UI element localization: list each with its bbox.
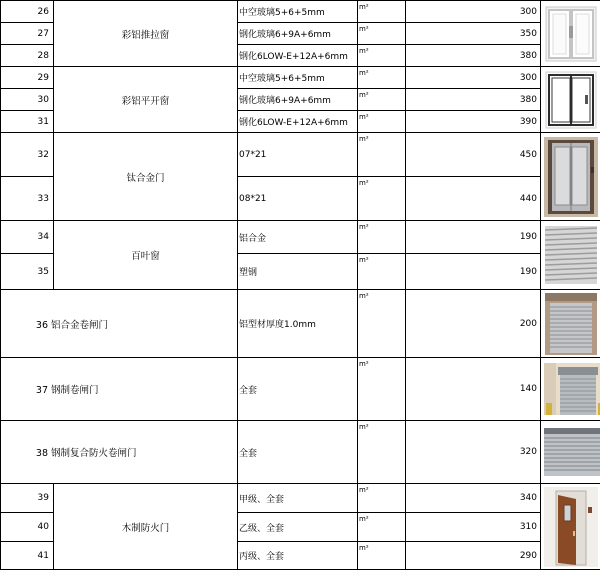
row-number-and-name	[1, 358, 238, 421]
unit-cell: m²	[358, 89, 406, 111]
row-number: 41	[1, 542, 54, 570]
price-cell: 310	[406, 513, 541, 542]
table-row	[1, 358, 600, 421]
row-number: 36	[35, 319, 48, 331]
spec-cell: 07*21	[238, 133, 358, 177]
product-name: 钢制卷闸门	[51, 385, 99, 396]
unit-cell: m²	[358, 421, 406, 484]
row-number: 35	[1, 254, 54, 290]
price-cell: 380	[406, 45, 541, 67]
product-name: 钢制复合防火卷闸门	[51, 448, 137, 459]
product-name: 彩铝推拉窗	[54, 1, 238, 67]
spec-cell: 钢化6LOW-E+12A+6mm	[238, 111, 358, 133]
spec-cell: 塑钢	[238, 254, 358, 290]
product-image	[541, 1, 600, 67]
price-cell: 140	[406, 358, 541, 421]
row-number: 39	[1, 484, 54, 513]
row-number: 28	[1, 45, 54, 67]
product-image	[541, 358, 600, 421]
aluminum-rolling-door-photo-icon	[545, 293, 597, 355]
table-row	[1, 421, 600, 484]
spec-cell: 钢化玻璃6+9A+6mm	[238, 89, 358, 111]
row-number: 33	[1, 177, 54, 221]
casement-window-photo-icon	[545, 71, 597, 129]
price-cell: 350	[406, 23, 541, 45]
spec-cell: 中空玻璃5+6+5mm	[238, 1, 358, 23]
spec-cell: 铝型材厚度1.0mm	[238, 290, 358, 358]
row-number: 31	[1, 111, 54, 133]
table-row	[1, 67, 600, 89]
table-row	[1, 133, 600, 177]
table-row	[1, 221, 600, 254]
price-cell: 190	[406, 221, 541, 254]
price-cell: 440	[406, 177, 541, 221]
unit-cell: m²	[358, 290, 406, 358]
product-name: 彩铝平开窗	[54, 67, 238, 133]
spec-cell: 全套	[238, 421, 358, 484]
table-row	[1, 1, 600, 23]
unit-cell: m²	[358, 358, 406, 421]
unit-cell: m²	[358, 221, 406, 254]
row-number: 34	[1, 221, 54, 254]
price-cell: 300	[406, 1, 541, 23]
unit-cell: m²	[358, 542, 406, 570]
product-image	[541, 133, 600, 221]
unit-cell: m²	[358, 133, 406, 177]
unit-cell: m²	[358, 254, 406, 290]
table-row	[1, 290, 600, 358]
price-cell: 390	[406, 111, 541, 133]
spec-cell: 钢化玻璃6+9A+6mm	[238, 23, 358, 45]
product-image	[541, 67, 600, 133]
spec-cell: 钢化6LOW-E+12A+6mm	[238, 45, 358, 67]
titanium-door-photo-icon	[544, 137, 598, 217]
unit-cell: m²	[358, 23, 406, 45]
row-number: 26	[1, 1, 54, 23]
unit-cell: m²	[358, 67, 406, 89]
product-image	[541, 421, 600, 484]
product-image	[541, 484, 600, 570]
product-name: 木制防火门	[54, 484, 238, 570]
row-number-and-name	[1, 290, 238, 358]
row-number: 30	[1, 89, 54, 111]
unit-cell: m²	[358, 111, 406, 133]
row-number: 40	[1, 513, 54, 542]
row-number: 27	[1, 23, 54, 45]
price-cell: 300	[406, 67, 541, 89]
spec-cell: 甲级、全套	[238, 484, 358, 513]
spec-cell: 丙级、全套	[238, 542, 358, 570]
sliding-window-photo-icon	[545, 6, 597, 62]
spec-cell: 中空玻璃5+6+5mm	[238, 67, 358, 89]
price-cell: 320	[406, 421, 541, 484]
fire-rolling-door-photo-icon	[544, 428, 600, 476]
steel-rolling-door-photo-icon	[544, 363, 600, 415]
unit-cell: m²	[358, 177, 406, 221]
unit-cell: m²	[358, 1, 406, 23]
row-number-and-name	[1, 421, 238, 484]
unit-cell: m²	[358, 45, 406, 67]
price-cell: 340	[406, 484, 541, 513]
price-cell: 290	[406, 542, 541, 570]
price-cell: 200	[406, 290, 541, 358]
unit-cell: m²	[358, 484, 406, 513]
spec-cell: 全套	[238, 358, 358, 421]
price-cell: 380	[406, 89, 541, 111]
unit-cell: m²	[358, 513, 406, 542]
price-cell: 190	[406, 254, 541, 290]
table-row	[1, 484, 600, 513]
row-number: 37	[35, 385, 48, 396]
product-image	[541, 290, 600, 358]
wooden-fire-door-photo-icon	[544, 487, 598, 567]
product-name: 铝合金卷闸门	[51, 319, 109, 331]
price-cell: 450	[406, 133, 541, 177]
spec-cell: 08*21	[238, 177, 358, 221]
spec-cell: 铝合金	[238, 221, 358, 254]
shutter-blind-photo-icon	[545, 226, 597, 284]
product-name: 百叶窗	[54, 221, 238, 290]
product-name: 钛合金门	[54, 133, 238, 221]
row-number: 38	[35, 448, 48, 459]
product-image	[541, 221, 600, 290]
row-number: 29	[1, 67, 54, 89]
spec-cell: 乙级、全套	[238, 513, 358, 542]
row-number: 32	[1, 133, 54, 177]
